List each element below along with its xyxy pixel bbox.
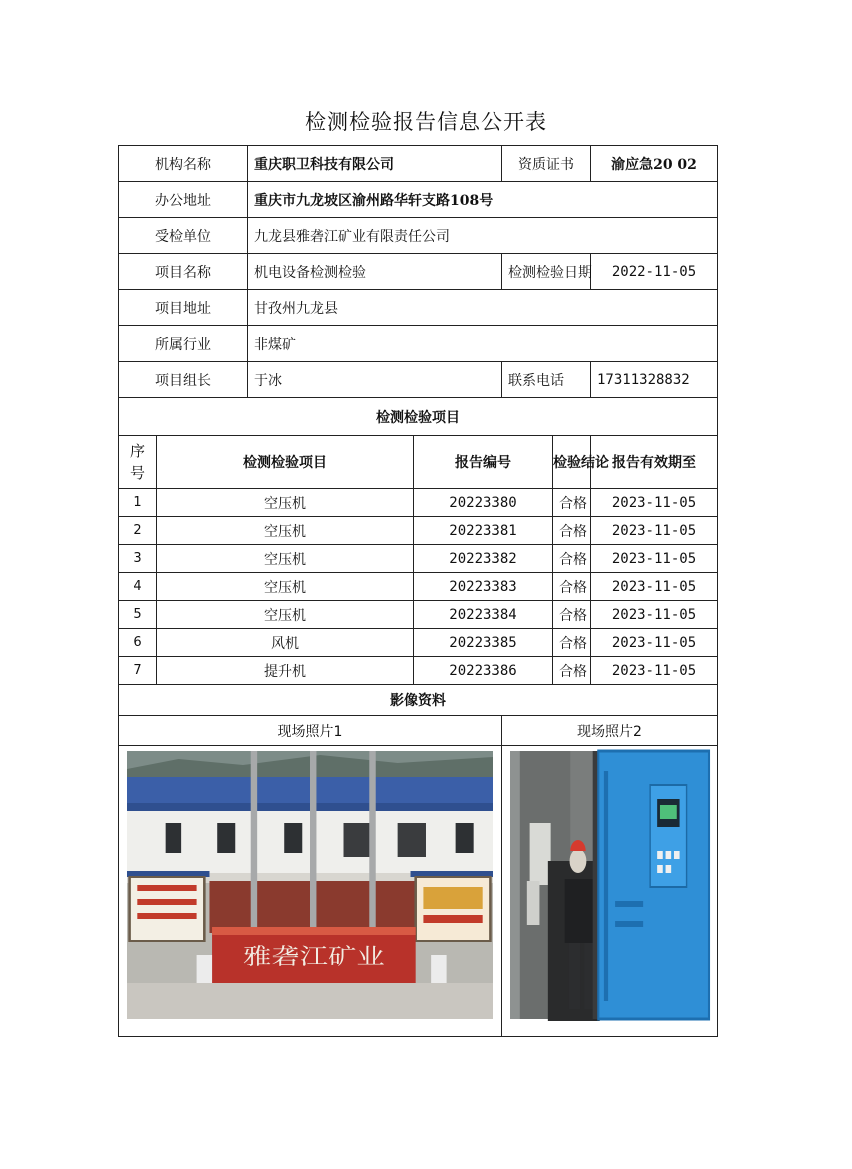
row-valid-until: 2023-11-05: [591, 545, 718, 573]
row-result: 合格: [553, 601, 591, 629]
client-label: 受检单位: [119, 218, 248, 254]
page-title: 检测检验报告信息公开表: [305, 110, 547, 134]
photo2-image: [510, 751, 709, 1019]
client-value: 九龙县雅砻江矿业有限责任公司: [248, 218, 718, 254]
header-result: 检验结论: [553, 436, 591, 489]
row-valid-until: 2023-11-05: [591, 573, 718, 601]
leader-value: 于冰: [248, 362, 502, 398]
row-report-no: 20223383: [414, 573, 553, 601]
row-item: 空压机: [157, 601, 414, 629]
table-row: [119, 657, 718, 685]
photo1-cell: [119, 746, 502, 1037]
row-result: 合格: [553, 657, 591, 685]
table-row: [119, 517, 718, 545]
row-seq: 5: [119, 601, 157, 629]
row-report-no: 20223385: [414, 629, 553, 657]
header-report-no: 报告编号: [414, 436, 553, 489]
row-item: 空压机: [157, 517, 414, 545]
address-value: 重庆市九龙坡区渝州路华轩支路108号: [248, 182, 718, 218]
phone-label: 联系电话: [502, 362, 591, 398]
photo-labels-row: [119, 716, 718, 746]
row-result: 合格: [553, 489, 591, 517]
row-valid-until: 2023-11-05: [591, 601, 718, 629]
row-report-no: 20223386: [414, 657, 553, 685]
project-label: 项目名称: [119, 254, 248, 290]
info-row-site: [119, 290, 718, 326]
items-section-row: [119, 398, 718, 436]
row-seq: 7: [119, 657, 157, 685]
org-label: 机构名称: [119, 146, 248, 182]
info-row-client: [119, 218, 718, 254]
row-report-no: 20223384: [414, 601, 553, 629]
org-name: 重庆职卫科技有限公司: [248, 146, 502, 182]
row-valid-until: 2023-11-05: [591, 517, 718, 545]
row-valid-until: 2023-11-05: [591, 629, 718, 657]
table-row: [119, 573, 718, 601]
row-report-no: 20223381: [414, 517, 553, 545]
header-valid-until: 报告有效期至: [591, 436, 718, 489]
address-label: 办公地址: [119, 182, 248, 218]
info-row-project: [119, 254, 718, 290]
row-seq: 3: [119, 545, 157, 573]
info-row-industry: [119, 326, 718, 362]
row-result: 合格: [553, 545, 591, 573]
table-row: [119, 601, 718, 629]
cert-label: 资质证书: [502, 146, 591, 182]
info-row-org: [119, 146, 718, 182]
table-row: [119, 629, 718, 657]
row-item: 空压机: [157, 545, 414, 573]
photos-row: [119, 746, 718, 1037]
photos-section-title: 影像资料: [119, 685, 718, 716]
row-item: 空压机: [157, 573, 414, 601]
site-label: 项目地址: [119, 290, 248, 326]
phone-value: 17311328832: [591, 362, 718, 398]
photo1-image: [127, 751, 493, 1019]
row-seq: 6: [119, 629, 157, 657]
info-row-address: [119, 182, 718, 218]
row-result: 合格: [553, 573, 591, 601]
industry-label: 所属行业: [119, 326, 248, 362]
row-item: 空压机: [157, 489, 414, 517]
row-seq: 2: [119, 517, 157, 545]
items-section-title: 检测检验项目: [119, 398, 718, 436]
header-item: 检测检验项目: [157, 436, 414, 489]
row-valid-until: 2023-11-05: [591, 657, 718, 685]
row-item: 提升机: [157, 657, 414, 685]
row-result: 合格: [553, 629, 591, 657]
report-table: [118, 145, 718, 1037]
row-seq: 4: [119, 573, 157, 601]
photos-section-row: [119, 685, 718, 716]
row-valid-until: 2023-11-05: [591, 489, 718, 517]
row-report-no: 20223382: [414, 545, 553, 573]
table-row: [119, 489, 718, 517]
table-row: [119, 545, 718, 573]
header-seq: 序号: [119, 436, 157, 489]
row-report-no: 20223380: [414, 489, 553, 517]
industry-value: 非煤矿: [248, 326, 718, 362]
leader-label: 项目组长: [119, 362, 248, 398]
site-value: 甘孜州九龙县: [248, 290, 718, 326]
photo1-sign-text: 雅砻江矿业: [243, 943, 385, 970]
photo1-label: 现场照片1: [119, 716, 502, 746]
photo2-label: 现场照片2: [502, 716, 718, 746]
row-item: 风机: [157, 629, 414, 657]
row-seq: 1: [119, 489, 157, 517]
date-value: 2022-11-05: [591, 254, 718, 290]
project-value: 机电设备检测检验: [248, 254, 502, 290]
info-row-leader: [119, 362, 718, 398]
items-header-row: [119, 436, 718, 489]
date-label: 检测检验日期: [502, 254, 591, 290]
row-result: 合格: [553, 517, 591, 545]
cert-number: 渝应急20 02: [591, 146, 718, 182]
photo2-cell: [502, 746, 718, 1037]
